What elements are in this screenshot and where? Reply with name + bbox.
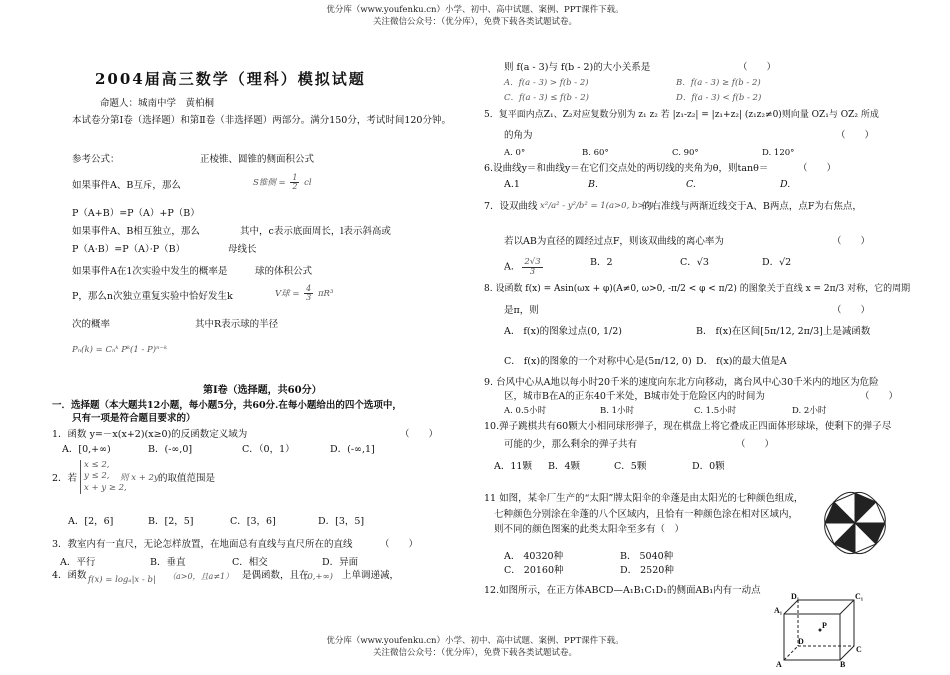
q3-option-b: B．垂直 <box>150 557 186 568</box>
cube-label-c: C <box>856 645 862 654</box>
q3-option-c: C．相交 <box>232 557 268 568</box>
q2-option-b: B．[2，5] <box>148 516 194 527</box>
header-line-2: 关注微信公众号：（优分库），免费下载各类试题试卷。 <box>372 17 577 27</box>
q4-option-c: C．f(a - 3) ≤ f(b - 2) <box>504 93 589 103</box>
ref-cone-note: 其中，c表示底面周长，l表示斜高或 <box>240 226 391 237</box>
q10-option-c: C．5颗 <box>614 461 647 472</box>
cube-label-c1: C₁ <box>855 592 864 601</box>
q3-option-d: D．异面 <box>322 557 359 568</box>
part1-heading: 第Ⅰ卷（选择题，共60分） <box>203 385 322 396</box>
q5-answer-paren: （ ） <box>836 130 875 141</box>
q2-stem-prefix: 2．若 <box>52 473 78 484</box>
ref-slant-note: 母线长 <box>228 244 257 255</box>
q10-option-a: A．11颗 <box>494 461 532 472</box>
q4-option-b: B．f(a - 3) ≥ f(b - 2) <box>676 78 761 88</box>
q6-answer-paren: （ ） <box>798 163 837 174</box>
q11-option-a: A． 40320种 <box>504 551 564 562</box>
q1-option-b: B．(-∞,0] <box>148 444 193 455</box>
q3-option-a: A．平行 <box>60 557 96 568</box>
q7-stem-a: 7．设双曲线 <box>484 201 538 212</box>
q1-answer-paren: （ ） <box>400 429 439 440</box>
q11-stem: 11 如图，某伞厂生产的“太阳”牌太阳伞的伞蓬是由太阳光的七种颜色组成， <box>484 493 804 504</box>
q4-stem-e: 上单调递减， <box>342 570 400 581</box>
ref-sphere-title: 球的体积公式 <box>255 266 313 277</box>
q9-answer-paren: （ ） <box>860 391 899 402</box>
q1-stem: 1．函数 y=－x(x+2)(x≥0)的反函数定义域为 <box>52 429 248 440</box>
q9-stem-2: 区，城市B在A的正东40千米处，B城市处于危险区内的时间为 <box>504 391 765 402</box>
q4-interval: (0,+∞) <box>304 572 333 582</box>
cube-label-p: P <box>822 621 827 630</box>
q8-option-d: D． f(x)的最大值是A <box>696 356 787 367</box>
sphere-volume-formula: V球 = $\frac{4}{3}$ πR³ <box>275 284 334 302</box>
q5-stem-2: 的角为 <box>504 130 533 141</box>
q10-stem-2: 可能的少，那么剩余的弹子共有 <box>504 439 638 450</box>
q6-option-d: D. <box>780 179 791 190</box>
q1-option-d: D．(-∞,1] <box>330 444 375 455</box>
section1-instructions-2: 只有一项是符合题目要求的） <box>72 413 196 424</box>
footer-line-1: 优分库（www.youfenku.cn）小学、初中、高中试题、案例、PPT课件下载。 <box>326 636 624 646</box>
q2-option-d: D．[3，5] <box>318 516 365 527</box>
q8-stem: 8. 设函数 f(x) = Asin(ωx + φ)(A≠0, ω>0, -π/2 < φ < π/2) 的图象关于直线 x = 2π/3 对称，它的周期 <box>484 284 911 294</box>
q4-stem-a: 4．函数 <box>52 570 87 581</box>
q6-option-b: B. <box>588 179 599 190</box>
q6-option-a: A.1 <box>504 179 520 190</box>
q4-stem-c: 是偶函数，且在 <box>242 570 309 581</box>
umbrella-figure <box>820 488 890 558</box>
q11-option-d: D． 2520种 <box>620 565 674 576</box>
q8-option-b: B． f(x)在区间[5π/12, 2π/3]上是减函数 <box>696 326 871 337</box>
q2-option-c: C．[3，6] <box>230 516 276 527</box>
q2-stem-suffix: 的取值范围是 <box>158 473 216 484</box>
q7-option-c: C．√3 <box>680 257 709 268</box>
q11-option-b: B． 5040种 <box>620 551 674 562</box>
q11-stem-3: 则不同的颜色图案的此类太阳伞至多有（ ） <box>494 524 685 535</box>
q5-stem: 5．复平面内点Z₁、Z₂对应复数分别为 z₁ z₂ 若 |z₁-z₂| = |z₁+z₂| (z₁z₂≠0)则向量 OZ₁与 OZ₂ 所成 <box>484 110 879 120</box>
ref-exclusive: 如果事件A、B互斥，那么 <box>72 180 181 191</box>
ref-formula-label: 参考公式： <box>72 154 120 165</box>
q5-option-c: C. 90° <box>672 148 699 158</box>
exam-intro: 本试卷分第Ⅰ卷（选择题）和第Ⅱ卷（非选择题）两部分。满分150分，考试时间120分钟。 <box>72 115 451 126</box>
q1-option-c: C．（0，1） <box>242 444 295 455</box>
ref-independent: 如果事件A、B相互独立，那么 <box>72 226 200 237</box>
q7-option-a: A． $\frac{2√3}{3}$ <box>504 257 541 277</box>
q2-option-a: A．[2，6] <box>68 516 114 527</box>
ref-prob-label: 次的概率 <box>72 319 111 330</box>
q8-option-a: A． f(x)的图象过点(0, 1/2) <box>504 326 622 337</box>
ref-n-trials: P，那么n次独立重复实验中恰好发生k <box>72 291 233 302</box>
ref-mult-rule: P（A·B）=P（A）·P（B） <box>72 244 186 255</box>
cone-area-formula: S锥侧 = $\frac{1}{2}$ cl <box>253 173 312 191</box>
q6-stem: 6.设曲线y＝和曲线y＝在它们交点处的两切线的夹角为θ，则tanθ＝ <box>484 163 769 174</box>
binomial-formula: Pₙ(k) = Cₙᵏ Pᵏ(1 - P)ⁿ⁻ᵏ <box>72 345 168 355</box>
q5-option-a: A. 0° <box>504 148 526 158</box>
q8-option-c: C． f(x)的图象的一个对称中心是(5π/12, 0) <box>504 356 692 367</box>
footer-line-2: 关注微信公众号：（优分库），免费下载各类试题试卷。 <box>372 648 577 658</box>
q10-option-d: D．0颗 <box>692 461 725 472</box>
header-line-1: 优分库（www.youfenku.cn）小学、初中、高中试题、案例、PPT课件下载。 <box>326 5 624 15</box>
q5-option-d: D. 120° <box>762 148 795 158</box>
q9-option-b: B. 1小时 <box>600 406 635 416</box>
q7-option-b: B．2 <box>590 257 613 268</box>
q4-option-a: A．f(a - 3) > f(b - 2) <box>504 78 589 88</box>
q4-answer-paren: （ ） <box>738 62 777 73</box>
q1-option-a: A．[0,+∞) <box>62 444 111 455</box>
section1-instructions: 一．选择题（本大题共12小题，每小题5分，共60分.在每小题给出的四个选项中， <box>52 400 402 411</box>
q10-answer-paren: （ ） <box>736 439 775 450</box>
q12-stem: 12.如图所示，在正方体ABCD—A₁B₁C₁D₁的侧面AB₁内有一动点 <box>484 585 761 596</box>
cube-label-a1: A₁ <box>774 606 783 615</box>
author: 命题人：城南中学 黄柏桐 <box>100 98 215 109</box>
q8-stem-2: 是π，则 <box>504 305 539 316</box>
q11-option-c: C． 20160种 <box>504 565 564 576</box>
ref-single-trial: 如果事件A在1次实验中发生的概率是 <box>72 266 228 277</box>
q7-stem-c: 的右准线与两渐近线交于A、B两点，点F为右焦点， <box>642 201 862 212</box>
q7-answer-paren: （ ） <box>832 236 871 247</box>
exam-title: 2004届高三数学（理科）模拟试题 <box>95 70 366 88</box>
q4-function: f(x) = logₐ|x - b| <box>88 575 156 585</box>
q4-option-d: D．f(a - 3) < f(b - 2) <box>676 93 762 103</box>
q7-hyperbola: x²/a² - y²/b² = 1(a>0, b>0) <box>540 201 654 211</box>
q9-option-d: D. 2小时 <box>792 406 827 416</box>
q9-option-c: C. 1.5小时 <box>694 406 737 416</box>
q4-condition: （a>0，且a≠1） <box>168 572 234 581</box>
q9-stem: 9. 台风中心从A地以每小时20千米的速度向东北方向移动，离台风中心30千米内的地区为危险 <box>484 377 879 388</box>
ref-radius-note: 其中R表示球的半径 <box>195 319 279 330</box>
q2-objective: 则 x + 2y <box>120 473 159 483</box>
q3-stem: 3．教室内有一直尺，无论怎样放置，在地面总有直线与直尺所在的直线 <box>52 539 353 550</box>
q7-option-d: D．√2 <box>762 257 792 268</box>
cube-label-b: B <box>840 660 846 668</box>
q8-answer-paren: （ ） <box>832 305 871 316</box>
q10-stem: 10.弹子跳棋共有60颗大小相同球形弹子，现在棋盘上将它叠成正四面体形球垛，使剩下的弹子尽 <box>484 421 892 432</box>
q5-option-b: B. 60° <box>582 148 609 158</box>
q7-stem-d: 若以AB为直径的圆经过点F，则该双曲线的离心率为 <box>504 236 724 247</box>
q6-option-c: C. <box>686 179 696 190</box>
q11-stem-2: 七种颜色分别涂在伞蓬的八个区域内，且恰有一种颜色涂在相对区域内， <box>494 509 799 520</box>
q2-constraints: x ≤ 2, y ≤ 2, x + y ≥ 2, <box>80 460 127 494</box>
ref-cone-area-title: 正棱锥、圆锥的侧面积公式 <box>200 154 315 165</box>
q10-option-b: B．4颗 <box>548 461 581 472</box>
q4-continuation: 则 f(a - 3)与 f(b - 2)的大小关系是 <box>504 62 651 73</box>
q9-option-a: A. 0.5小时 <box>504 406 547 416</box>
cube-label-a: A <box>776 660 782 668</box>
ref-add-rule: P（A+B）=P（A）+P（B） <box>72 208 200 219</box>
cube-label-d1: D₁ <box>791 592 800 601</box>
q3-answer-paren: （ ） <box>380 539 419 550</box>
cube-label-d: D <box>798 637 804 646</box>
